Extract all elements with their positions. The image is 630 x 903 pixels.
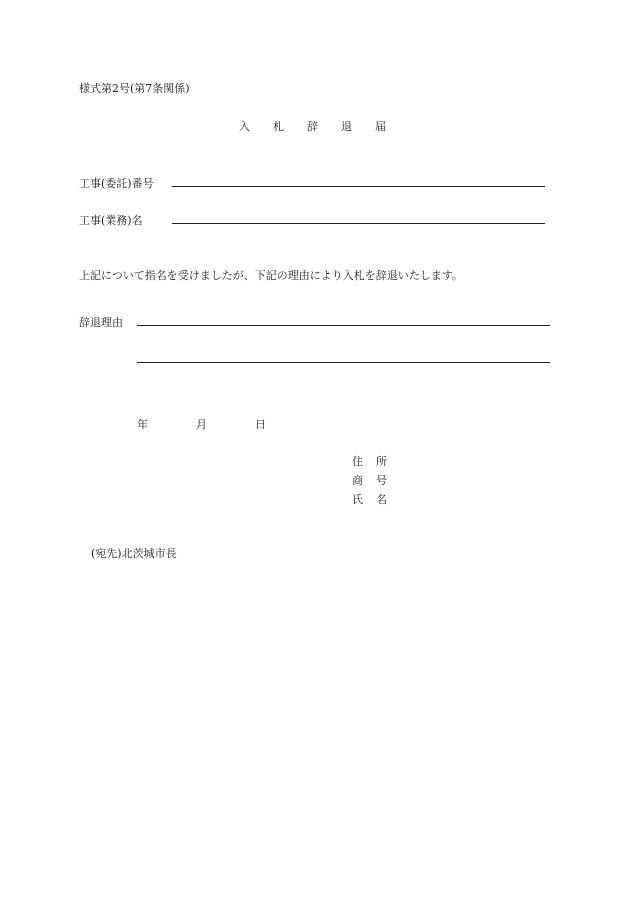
date-month-label: 月: [196, 418, 207, 431]
reason-blank-line-1: [137, 325, 550, 326]
project-number-label: 工事(委託)番号: [79, 177, 154, 190]
date-day-label: 日: [255, 418, 266, 431]
title-char: 入: [239, 120, 250, 133]
label-char: 名: [376, 493, 387, 506]
reason-label: 辞退理由: [79, 316, 123, 329]
document-title: [239, 118, 386, 134]
date-year-label: 年: [137, 418, 148, 431]
project-number-blank-line: [172, 186, 545, 187]
title-char: 退: [341, 120, 352, 133]
form-number: 様式第2号(第7条関係): [79, 82, 190, 95]
party-trade-name-label: [352, 472, 388, 488]
label-char: 氏: [352, 493, 363, 506]
label-char: 所: [376, 455, 387, 468]
declaration-statement: 上記について指名を受けましたが、下記の理由により入札を辞退いたします。: [79, 269, 463, 282]
project-name-blank-line: [172, 223, 545, 224]
label-char: 号: [376, 474, 387, 487]
project-name-label: 工事(業務)名: [79, 214, 143, 227]
label-char: 商: [352, 474, 363, 487]
label-char: 住: [352, 455, 363, 468]
party-name-label: [352, 491, 388, 507]
reason-blank-line-2: [137, 362, 550, 363]
party-address-label: [352, 453, 388, 469]
title-char: 札: [273, 120, 284, 133]
addressee: (宛先)北茨城市長: [91, 547, 177, 560]
title-char: 辞: [307, 120, 318, 133]
title-char: 届: [375, 120, 386, 133]
